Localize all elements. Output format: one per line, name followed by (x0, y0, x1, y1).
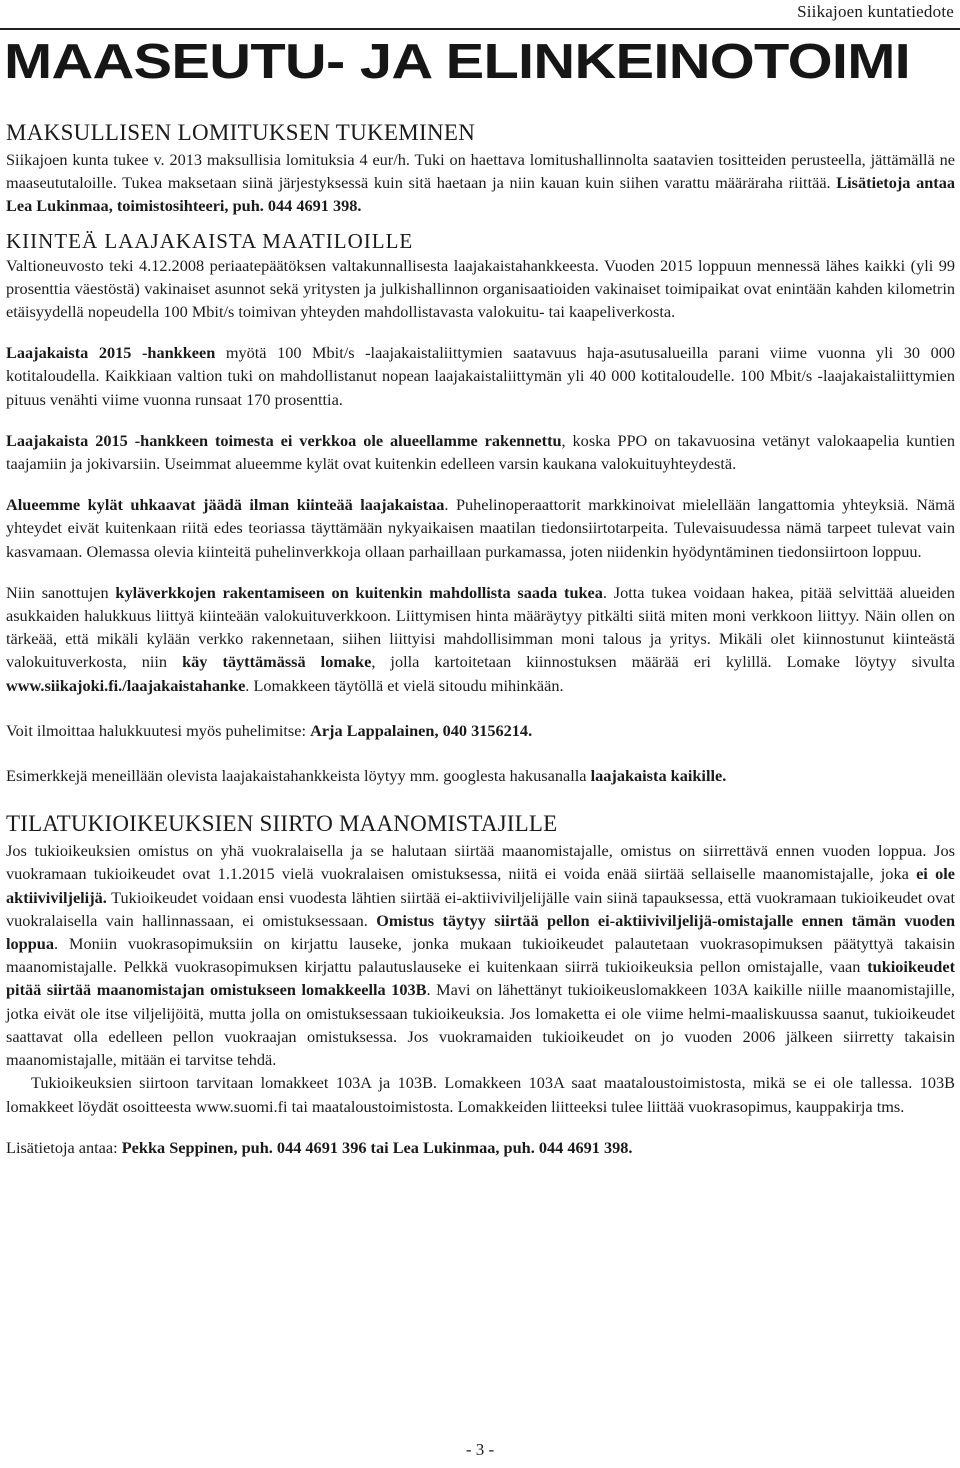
text-run: Siikajoen kunta tukee v. 2013 maksullisia lomituksia 4 eur/h. Tuki on haettava lomitushallinnolta saatavien tositteiden perusteella, jättämällä ne maaseututaloille. Tukea maksetaan siinä järjestyksessä kuin sitä haetaan ja niin kauan kuin siihen varattu määräraha riittää. (6, 150, 955, 193)
paragraph: Valtioneuvosto teki 4.12.2008 periaatepäätöksen valtakunnallisesta laajakaistahankkeesta. Vuoden 2015 loppuun mennessä lähes kaikki (yli 99 prosenttia väestöstä) vakinaiset asunnot sekä yritysten ja julkishallinnon organisaatioiden vakinaiset toimipaikat ovat enintään kahden kilometrin etäisyydellä nopeudella 100 Mbit/s toimivan yhteyden mahdollistavasta valokuitu- tai kaapeliverkosta. (6, 255, 955, 322)
paragraph (6, 1136, 955, 1159)
text-run: Esimerkkejä meneillään olevista laajakaistahankkeista löytyy mm. googlesta hakusanalla (6, 766, 591, 786)
paragraph (6, 148, 955, 218)
bold-text: laajakaista kaikille. (590, 766, 727, 786)
article-body (6, 118, 955, 1159)
text-run: myötä 100 Mbit/s -laajakaistaliittymien saatavuus haja-asutusalueilla parani viime vuonna yli 30 000 kotitaloudella. Kaikkiaan valtion tuki on mahdollistanut nopean laajakaistaliittymän yli 40 000 kotitaloudelle. 100 Mbit/s -laajakaistaliittymien pituus venähti viime vuonna runsaat 170 prosenttia. (6, 343, 955, 409)
bold-text: käy täyttämässä lomake (182, 652, 372, 672)
paragraph (6, 839, 955, 1071)
text-run: . Lomakkeen täytöllä et vielä sitoudu mihinkään. (245, 675, 564, 695)
bold-text: tukioikeudet pitää siirtää maanomistajan omistukseen lomakkeella 103B (6, 957, 955, 1000)
paragraph (6, 429, 955, 475)
bold-text: Laajakaista 2015 -hankkeen (6, 343, 216, 363)
section-heading-tukioikeudet: TILATUKIOIKEUKSIEN SIIRTO MAANOMISTAJILLE (6, 811, 558, 837)
paragraph (6, 493, 955, 563)
section-tukioikeudet (6, 809, 955, 1159)
section-spacer (6, 787, 955, 809)
website-link[interactable]: www.siikajoki.fi./laajakaistahanke (6, 675, 246, 695)
contact-info: Pekka Seppinen, puh. 044 4691 396 tai Lea Lukinmaa, puh. 044 4691 398. (121, 1137, 633, 1157)
text-run: , koska PPO on takavuosina vetänyt valokaapelia kuntien taajamiin ja jokivarsiin. Useimmat alueemme kylät ovat kuitenkin edelleen varsin kaukana valokuituyhteydestä. (6, 430, 955, 474)
text-run: . Puhelinoperaattorit markkinoivat mielellään langattomia yhteyksiä. Nämä yhteydet eivät kuitenkaan riitä edes teoriassa täyttämään nykyaikaisen maatilan tiedonsiirtotarpeita. Tulevaisuudessa nämä tarpeet tulevat vain kasvamaan. Olemassa olevia kiinteitä puhelinverkkoja ollaan parhaillaan purkamassa, joten niidenkin hyödyntäminen tiedonsiirtoon loppuu. (6, 495, 955, 561)
text-run: Tukioikeudet voidaan ensi vuodesta lähtien siirtää ei-aktiiviviljelijälle vain siinä tapauksessa, että vuokramaan tukioikeudet ovat vuokralaisella vain hallinnassaan, ei omistuksessaan. (6, 887, 955, 930)
bold-text: Laajakaista 2015 -hankkeen toimesta ei verkkoa ole alueellamme rakennettu (6, 430, 562, 450)
contact-info: Lisätietoja antaa Lea Lukinmaa, toimistosihteeri, puh. 044 4691 398. (6, 173, 956, 216)
text-run: , jolla kartoitetaan kiinnostuksen määrää eri kylillä. Lomake löytyy sivulta (371, 652, 956, 672)
text-run: Lisätietoja antaa: (6, 1137, 122, 1157)
contact-info: Arja Lappalainen, 040 3156214. (310, 720, 533, 740)
bold-text: Alueemme kylät uhkaavat jäädä ilman kiinteää laajakaistaa (6, 495, 445, 515)
section-heading-laajakaista: KIINTEÄ LAAJAKAISTA MAATILOILLE (6, 228, 414, 253)
page-number: - 3 - (465, 1440, 495, 1459)
text-run: . Jotta tukea voidaan hakea, pitää selvittää alueiden asukkaiden halukkuus liittyä kiinteään valokuituverkkoon. Liittymisen hinta määräytyy pitkälti siitä miten moni verkkoon liittyy. Näin ollen on tärkeää, että mikäli kylään verkko rakennetaan, siihen liittyisi mahdollisimman moni talous ja yritys. Mikäli olet kiinnostunut kiinteästä valokuituverkosta, niin (6, 582, 955, 672)
bold-text: Omistus täytyy siirtää pellon ei-aktiiviviljelijä-omistajalle ennen tämän vuoden loppua (6, 910, 955, 954)
section-heading-lomitus: MAKSULLISEN LOMITUKSEN TUKEMINEN (6, 120, 476, 145)
bold-text: kyläverkkojen rakentamiseen on kuitenkin mahdollista saada tukea (115, 582, 603, 602)
paragraph (6, 581, 955, 697)
text-run: Niin sanottujen (6, 582, 116, 602)
text-run: . Mavi on lähettänyt tukioikeuslomakkeen 103A kaikille niille maanomistajille, jotka eivät ole itse viljelijöitä, mutta jolla on omistuksessaan tukioikeuksia. Jos lomaketta ei ole viime helmi-maaliskuussa saanut, tukioikeudet saattavat olla edelleen pellon vuokraajan omistuksessa. Jos vuokramaiden tukioikeudet on jo vuoden 2006 jälkeen siirretty takaisin maanomistajalle, mitään ei tarvitse tehdä. (6, 980, 955, 1070)
section-laajakaista (6, 228, 955, 788)
text-run: Jos tukioikeuksien omistus on yhä vuokralaisella ja se halutaan siirtää maanomistajalle, omistus on siirrettävä ennen vuoden loppua. Jos vuokramaan tukioikeudet ovat 1.1.2015 vielä vuokralaisen omistuksessa, niitä ei voida enää siirtää sellaiselle maanomistajalle, joka (6, 841, 955, 884)
paragraph: Tukioikeuksien siirtoon tarvitaan lomakkeet 103A ja 103B. Lomakkeen 103A saat maataloustoimistosta, mikä se ei ole tallessa. 103B lomakkeet löydät osoitteesta www.suomi.fi tai maataloustoimistosta. Lomakkeiden liitteeksi tulee liittää vuokrasopimus, kauppakirja tms. (6, 1073, 955, 1116)
text-run: . Moniin vuokrasopimuksiin on kirjattu lauseke, jonka mukaan tukioikeudet palautetaan vuokrasopimuksen päätyttyä takaisin maanomistajalle. Pelkkä vuokrasopimuksen kirjattu palautuslauseke ei kuitenkaan siirrä tukioikeuksia pellon omistajalle, vaan (6, 934, 955, 977)
running-head: Siikajoen kuntatiedote (797, 2, 954, 21)
header-rule (0, 28, 960, 30)
page-title: MAASEUTU- JA ELINKEINOTOIMI (4, 35, 911, 89)
section-lomitus (6, 118, 955, 218)
text-run: Voit ilmoittaa halukkuutesi myös puhelimitse: (6, 720, 311, 740)
paragraph (6, 341, 955, 411)
paragraph (6, 719, 955, 742)
paragraph (6, 764, 955, 787)
bold-text: ei ole aktiiviviljelijä. (6, 864, 955, 907)
